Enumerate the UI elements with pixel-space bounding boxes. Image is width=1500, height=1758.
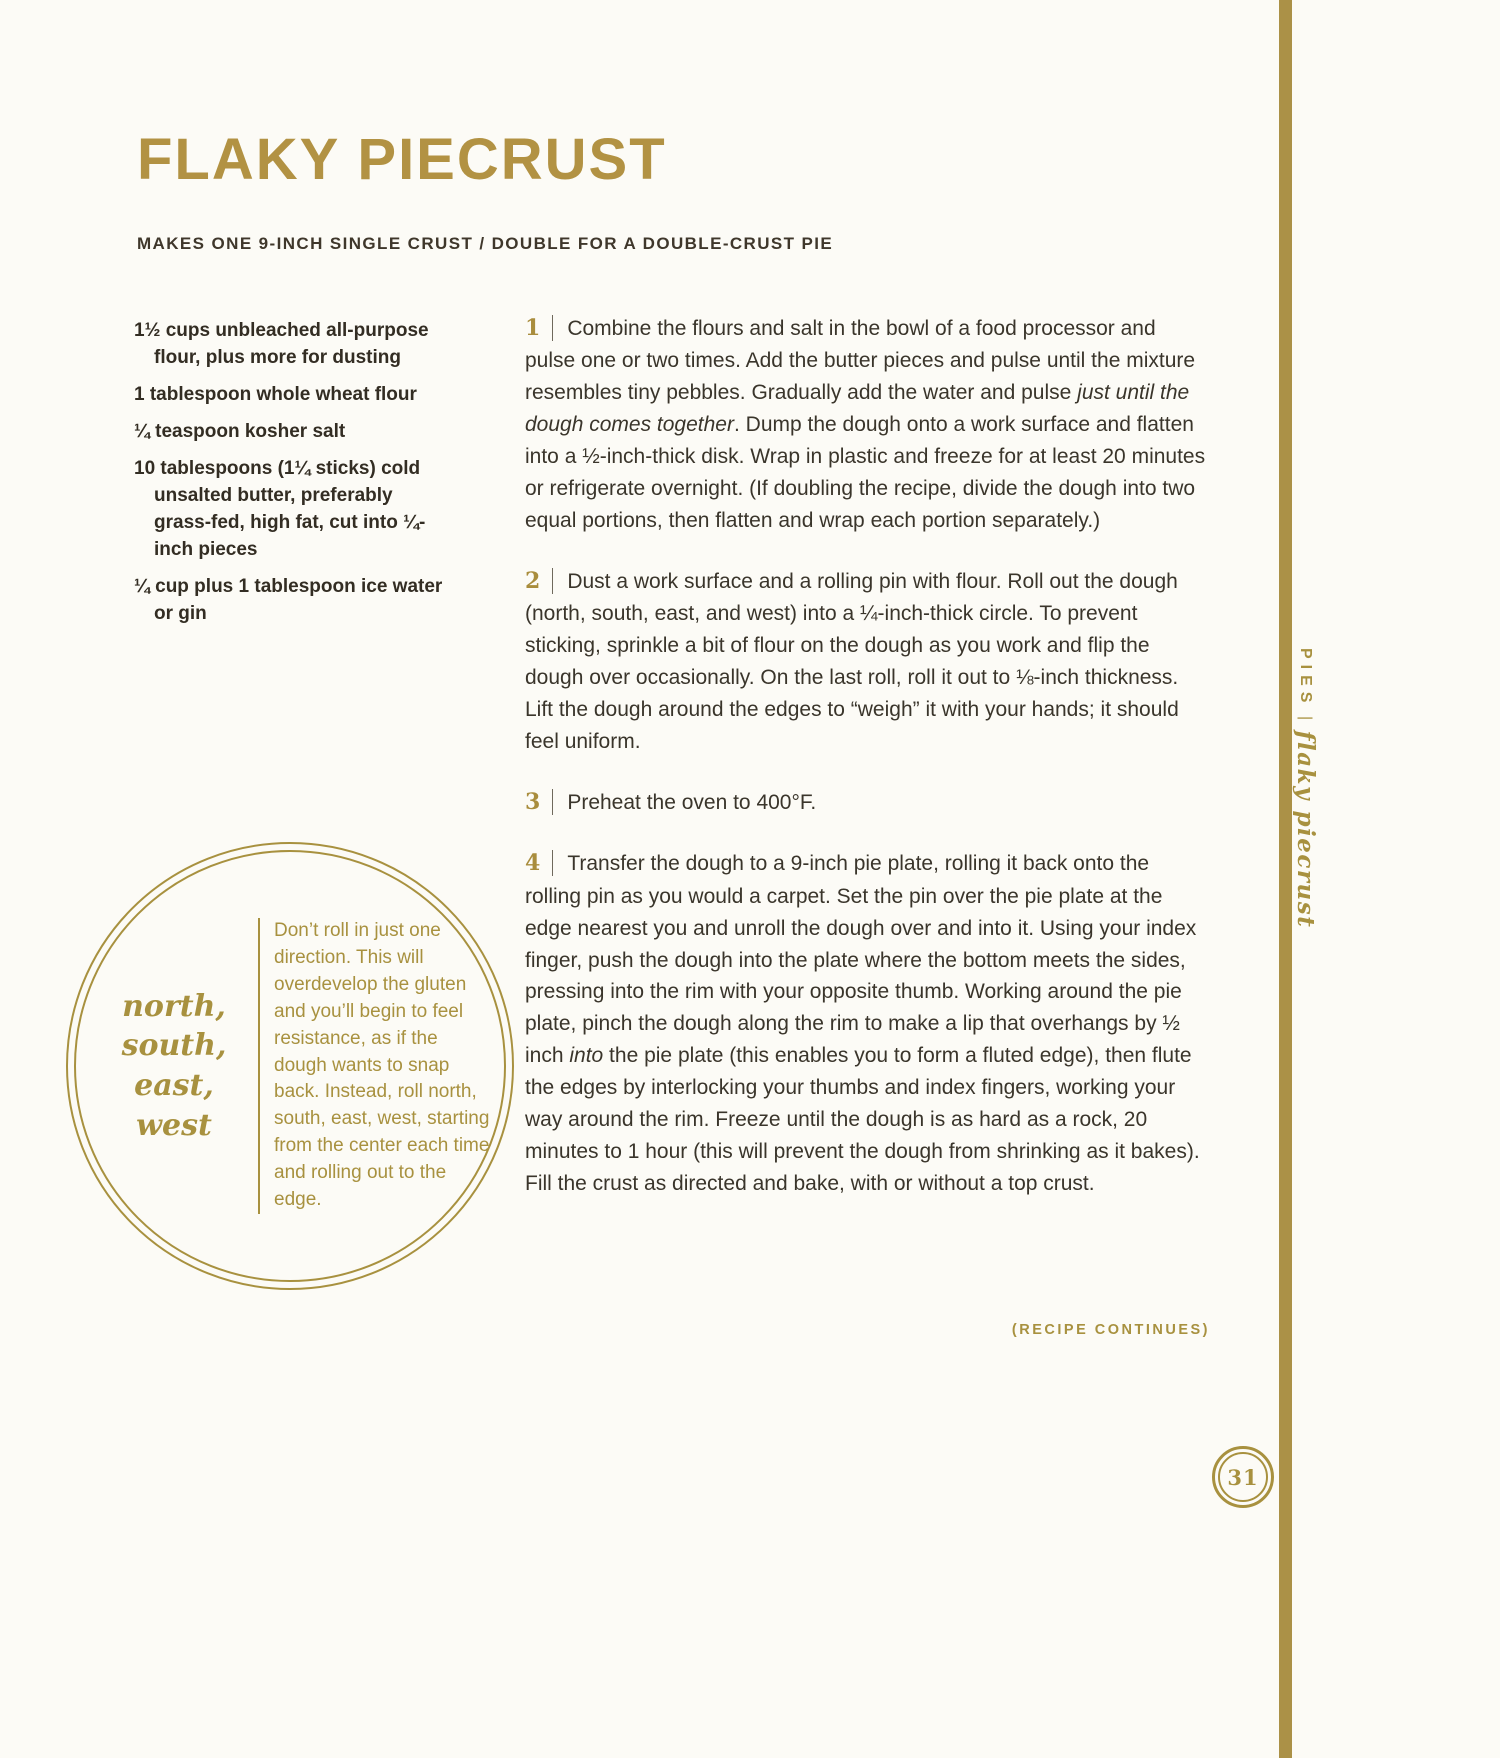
- ingredient-item: ¼ cup plus 1 tablespoon ice water or gin: [134, 575, 443, 624]
- ingredient-item: 1 tablespoon whole wheat flour: [134, 383, 417, 405]
- compass-word: south,: [121, 1028, 227, 1064]
- step-text: Transfer the dough to a 9-inch pie plate, rolling it back onto the rolling pin as you would a carpet. Set the pin over the pie plate at the edge nearest you and unroll the dough over and into it. Using your index finger, push the dough into the plate where the bottom meets the sides, pressing into the rim with your opposite thumb. Working around the pie plate, pinch the dough along the rim to make a lip that overhangs by ½ inch: [525, 852, 1197, 1068]
- recipe-continues-note: (RECIPE CONTINUES): [1011, 1322, 1210, 1338]
- step-text: . Dump the dough onto a work surface and flatten into a ½-inch-thick disk. Wrap in plastic and freeze for at least 20 minutes or refrigerate overnight. (If doubling the recipe, divide the dough into two equal portions, then flatten and wrap each portion separately.): [525, 413, 1206, 532]
- step-text: Dust a work surface and a rolling pin with flour. Roll out the dough (north, south, east, and west) into a ¼-inch-thick circle. To prevent sticking, sprinkle a bit of flour on the dough as you work and flip the dough over occasionally. On the last roll, roll it out to ⅛-inch thickness. Lift the dough around the edges to “weigh” it with your hands; it should feel uniform.: [525, 569, 1179, 753]
- step-text: the pie plate (this enables you to form a fluted edge), then flute the edges by interlocking your thumbs and index fingers, working your way around the rim. Freeze until the dough is as hard as a rock, 20 minutes to 1 hour (this will prevent the dough from shrinking as it bakes). Fill the crust as directed and bake, with or without a top crust.: [525, 1044, 1200, 1195]
- step-text-italic: into: [569, 1044, 604, 1068]
- page-title: FLAKY PIECRUST: [137, 127, 667, 192]
- tip-circle: [66, 842, 514, 1290]
- section-divider: |: [1297, 716, 1314, 721]
- tip-text: Don’t roll in just one direction. This will overdevelop the gluten and you’ll begin to feel resistance, as if the dough wants to snap back. Instead, roll north, south, east, west, starting from the center each time and rolling out to the edge.: [258, 918, 490, 1215]
- compass-words: [90, 987, 258, 1145]
- step-divider: [552, 315, 553, 341]
- instructions: [525, 312, 1210, 1228]
- ingredient-item: 1½ cups unbleached all-purpose flour, plus more for dusting: [134, 320, 429, 368]
- page-number: 31: [1227, 1464, 1259, 1490]
- page-number-badge: [1212, 1446, 1274, 1508]
- step-number: 2: [525, 567, 541, 594]
- step-text: Combine the flours and salt in the bowl of a food processor and pulse one or two times. Add the butter pieces and pulse until the mixture resembles tiny pebbles. Gradually add the water and pulse: [525, 317, 1196, 405]
- page-edge-bar: [1279, 0, 1292, 1758]
- step-4: [525, 847, 1210, 1200]
- section-label: PIES: [1297, 648, 1314, 709]
- compass-word: east,: [134, 1068, 214, 1103]
- step-number: 3: [525, 788, 541, 815]
- compass-word: north,: [122, 988, 226, 1024]
- step-2: [525, 565, 1210, 758]
- step-text: Preheat the oven to 400°F.: [567, 790, 817, 814]
- step-divider: [552, 568, 553, 594]
- ingredient-item: 10 tablespoons (1¼ sticks) cold unsalted butter, preferably grass-fed, high fat, cut into ¼-inch pieces: [134, 457, 426, 560]
- ingredients-list: [134, 318, 444, 638]
- step-1: [525, 312, 1210, 537]
- step-divider: [552, 789, 553, 815]
- yield-line: MAKES ONE 9-INCH SINGLE CRUST / DOUBLE FOR A DOUBLE-CRUST PIE: [137, 234, 834, 253]
- step-text-italic: just until the dough comes together: [525, 381, 1190, 437]
- ingredient-item: ¼ teaspoon kosher salt: [134, 420, 346, 442]
- margin-vertical-label: [1294, 648, 1317, 928]
- step-number: 4: [525, 850, 541, 877]
- step-3: [525, 786, 1210, 819]
- step-divider: [552, 850, 553, 876]
- step-number: 1: [525, 315, 541, 341]
- tip-circle-content: [68, 844, 512, 1288]
- recipe-name-label: flaky piecrust: [1292, 730, 1319, 929]
- compass-word: west: [136, 1107, 212, 1143]
